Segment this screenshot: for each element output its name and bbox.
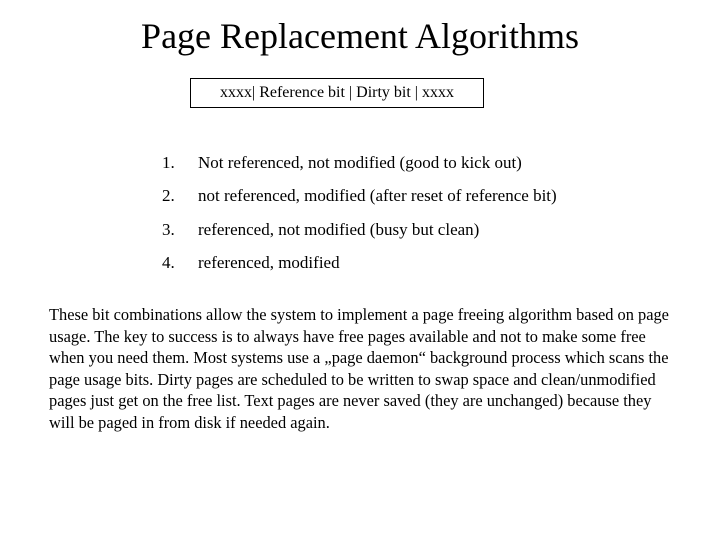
case-text: referenced, modified [198,253,340,273]
explanation-paragraph: These bit combinations allow the system to implement a page freeing algorithm based on page usage. The key to success is to always have free pages available and not to make some free when you need them. Most systems use a „page daemon“ background process which scans the page usage bits. Dirty pages are scheduled to be written to swap space and clean/unmodified pages just get on the free list. Text pages are never saved (they are unchanged) because they will be paged in from disk if needed again. [49,305,669,432]
case-text: referenced, not modified (busy but clean) [198,219,480,239]
case-number: 1. [162,152,175,172]
slide-title: Page Replacement Algorithms [141,16,579,56]
case-item-2 [162,180,557,214]
case-number: 3. [162,219,175,239]
case-number: 2. [162,186,175,206]
case-item-3 [162,213,557,247]
page-table-entry-bits-box: xxxx| Reference bit | Dirty bit | xxxx [190,78,484,108]
case-item-1 [162,146,557,180]
bit-combination-list [162,146,557,280]
case-number: 4. [162,253,175,273]
case-text: Not referenced, not modified (good to kick out) [198,152,522,172]
case-text: not referenced, modified (after reset of reference bit) [198,186,557,206]
case-item-4 [162,247,557,281]
